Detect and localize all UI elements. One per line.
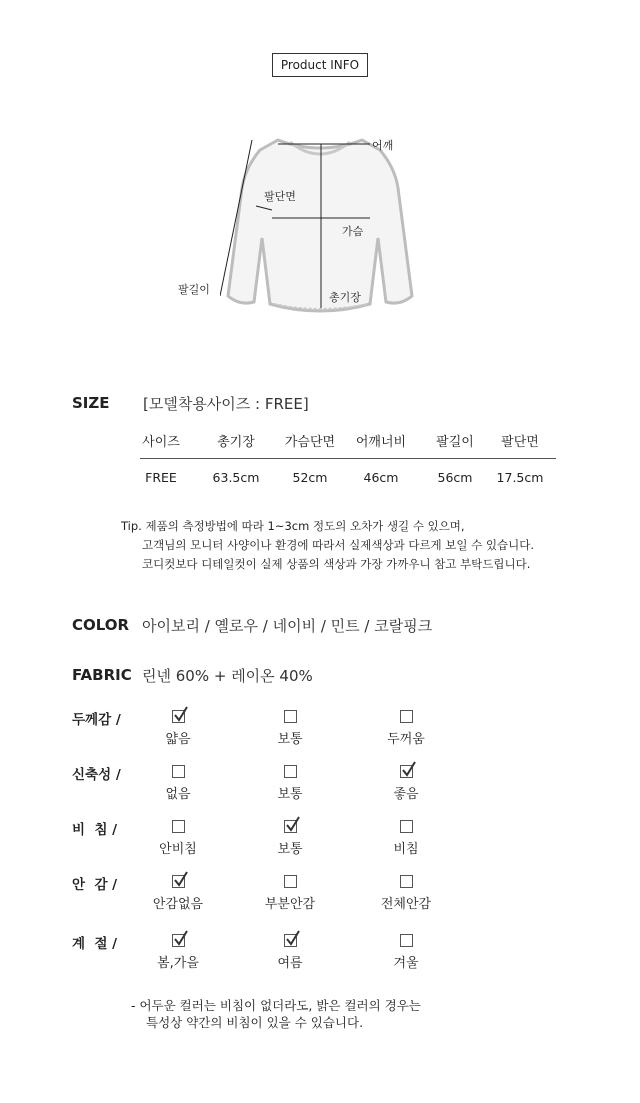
size-table-divider <box>140 458 556 459</box>
fabric-values: 린넨 60% + 레이온 40% <box>142 667 313 685</box>
sheerness-note-line: - 어두운 컬러는 비침이 없더라도, 밝은 컬러의 경우는 <box>131 998 421 1013</box>
attribute-option <box>138 934 218 971</box>
shirt-outline <box>228 140 412 311</box>
checkmark-icon <box>284 930 300 948</box>
product-info-title: Product INFO <box>272 53 368 77</box>
attribute-option <box>138 875 218 912</box>
attribute-label: 안 감 / <box>72 877 118 893</box>
attribute-option <box>138 820 218 857</box>
checked-checkbox-icon <box>284 934 297 947</box>
empty-checkbox-icon <box>400 710 413 723</box>
attribute-option <box>366 934 446 971</box>
label-length: 총기장 <box>329 291 361 304</box>
label-chest: 가슴 <box>342 225 364 238</box>
attribute-option-label: 보통 <box>277 787 303 802</box>
color-values: 아이보리 / 옐로우 / 네이비 / 민트 / 코랄핑크 <box>142 617 433 635</box>
size-cell: 17.5cm <box>496 470 544 485</box>
attribute-option-label: 얇음 <box>165 732 191 747</box>
attribute-option <box>250 710 330 747</box>
empty-checkbox-icon <box>400 934 413 947</box>
attribute-option <box>138 710 218 747</box>
fabric-section-title: FABRIC <box>72 666 132 684</box>
size-header: 팔길이 <box>436 435 474 450</box>
size-tip-line: 고객님의 모니터 사양이나 환경에 따라서 실제색상과 다르게 보일 수 있습니다. <box>142 538 535 552</box>
size-section-title: SIZE <box>72 394 110 412</box>
checked-checkbox-icon <box>284 820 297 833</box>
attribute-label: 계 절 / <box>72 936 118 952</box>
size-cell: 52cm <box>292 470 328 485</box>
label-shoulder: 어깨 <box>372 139 394 152</box>
attribute-option-label: 좋음 <box>393 787 419 802</box>
empty-checkbox-icon <box>400 820 413 833</box>
size-header: 사이즈 <box>142 435 180 450</box>
checked-checkbox-icon <box>172 934 185 947</box>
attribute-option-label: 비침 <box>393 842 419 857</box>
size-tip-line: Tip. 제품의 측정방법에 따라 1~3cm 정도의 오차가 생길 수 있으며, <box>121 519 465 533</box>
checkmark-icon <box>172 871 188 889</box>
size-header: 총기장 <box>217 435 255 450</box>
checkmark-icon <box>400 761 416 779</box>
size-header: 어깨너비 <box>355 435 407 450</box>
checkmark-icon <box>284 816 300 834</box>
empty-checkbox-icon <box>172 765 185 778</box>
attribute-option <box>250 820 330 857</box>
attribute-option <box>138 765 218 802</box>
attribute-label: 비 침 / <box>72 822 118 838</box>
empty-checkbox-icon <box>284 875 297 888</box>
empty-checkbox-icon <box>284 710 297 723</box>
checkmark-icon <box>172 706 188 724</box>
sheerness-note-line: 특성상 약간의 비침이 있을 수 있습니다. <box>146 1015 364 1030</box>
attribute-option-label: 안감없음 <box>152 897 204 912</box>
empty-checkbox-icon <box>172 820 185 833</box>
empty-checkbox-icon <box>400 875 413 888</box>
attribute-option-label: 없음 <box>165 787 191 802</box>
attribute-option <box>250 934 330 971</box>
attribute-label: 신축성 / <box>72 767 121 783</box>
size-cell: 46cm <box>363 470 399 485</box>
checked-checkbox-icon <box>172 875 185 888</box>
attribute-option <box>366 820 446 857</box>
size-cell: FREE <box>145 470 177 485</box>
color-section-title: COLOR <box>72 616 130 634</box>
attribute-option-label: 안비침 <box>159 842 197 857</box>
size-header: 가슴단면 <box>284 435 336 450</box>
attribute-option <box>366 765 446 802</box>
attribute-option-label: 여름 <box>277 956 303 971</box>
checked-checkbox-icon <box>172 710 185 723</box>
attribute-option <box>250 765 330 802</box>
attribute-option-label: 보통 <box>277 732 303 747</box>
attribute-option-label: 부분안감 <box>264 897 316 912</box>
size-cell: 56cm <box>437 470 473 485</box>
size-header: 팔단면 <box>501 435 539 450</box>
label-sleeve-width: 팔단면 <box>264 190 296 203</box>
attribute-option-label: 겨울 <box>393 956 419 971</box>
attribute-option <box>250 875 330 912</box>
attribute-option-label: 전체안감 <box>380 897 432 912</box>
size-cell: 63.5cm <box>212 470 260 485</box>
attribute-option-label: 봄,가을 <box>157 956 199 971</box>
checked-checkbox-icon <box>400 765 413 778</box>
checkmark-icon <box>172 930 188 948</box>
attribute-option <box>366 875 446 912</box>
attribute-label: 두께감 / <box>72 712 121 728</box>
attribute-option-label: 보통 <box>277 842 303 857</box>
attribute-option-label: 두꺼움 <box>387 732 425 747</box>
garment-measurement-diagram <box>220 128 420 328</box>
empty-checkbox-icon <box>284 765 297 778</box>
size-tip-line: 코디컷보다 디테일컷이 실제 상품의 색상과 가장 가까우니 참고 부탁드립니다. <box>142 557 531 571</box>
attribute-option <box>366 710 446 747</box>
label-sleeve-length: 팔길이 <box>178 283 210 296</box>
model-size: [모델착용사이즈 : FREE] <box>143 395 309 413</box>
